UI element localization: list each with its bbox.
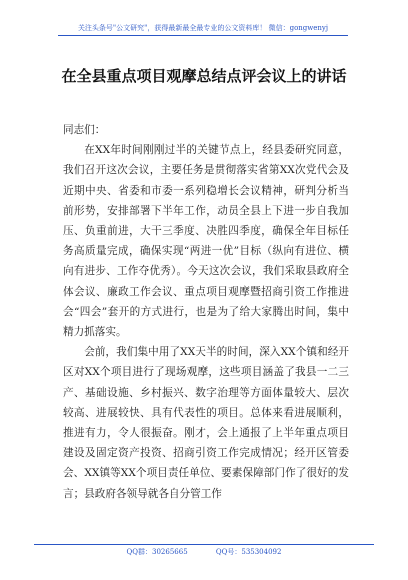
greeting: 同志们： [63,124,106,136]
footer-bar [34,544,374,557]
paragraph: 在XX年时间刚刚过半的关键节点上，经县委研究同意，我们召开这次会议，主要任务是贯彻落实省第XX次党代会及近期中央、省委和市委一系列稳增长会议精神，研判分析当前形势，安排部署下半年工作，动员全县上下进一步自我加压、负重前进，大干三季度、决胜四季度，确保全年目标任务高质量完成，确保实现“两进一优”目标（纵向有进位、横向有进步、工作夺优秀）。今天这次会议，我们采取县政府全体会议、廉政工作会议、重点项目观摩暨招商引资工作推进会“四会”套开的方式进行，也是为了给大家腾出时间，集中精力抓落实。 [63,144,349,339]
document-title: 在全县重点项目观摩总结点评会议上的讲话 [61,67,347,85]
header-banner: 关注头条号"公文研究"，获得最新最全最专业的公文资料库！ 微信：gongwenyj [58,21,348,36]
paragraph: 会前，我们集中用了XX天半的时间，深入XX个镇和经开区对XX个项目进行了现场观摩，这些项目涵盖了我县一二三产、基础设施、乡村振兴、数字治理等方面体量较大、层次较高、进展较快、具有代表性的项目。总体来看进展顺利，推进有力，令人很振奋。刚才，会上通报了上半年重点项目建设及固定资产投资、招商引资工作完成情况；经开区管委会、XX镇等XX个项目责任单位、要素保障部门作了很好的发言；县政府各领导就各自分管工作 [63,346,349,500]
footer-qq-group: QQ群：30265665 [126,548,188,556]
document-body [63,120,349,504]
footer-qq-number: QQ号：535304092 [215,548,282,556]
